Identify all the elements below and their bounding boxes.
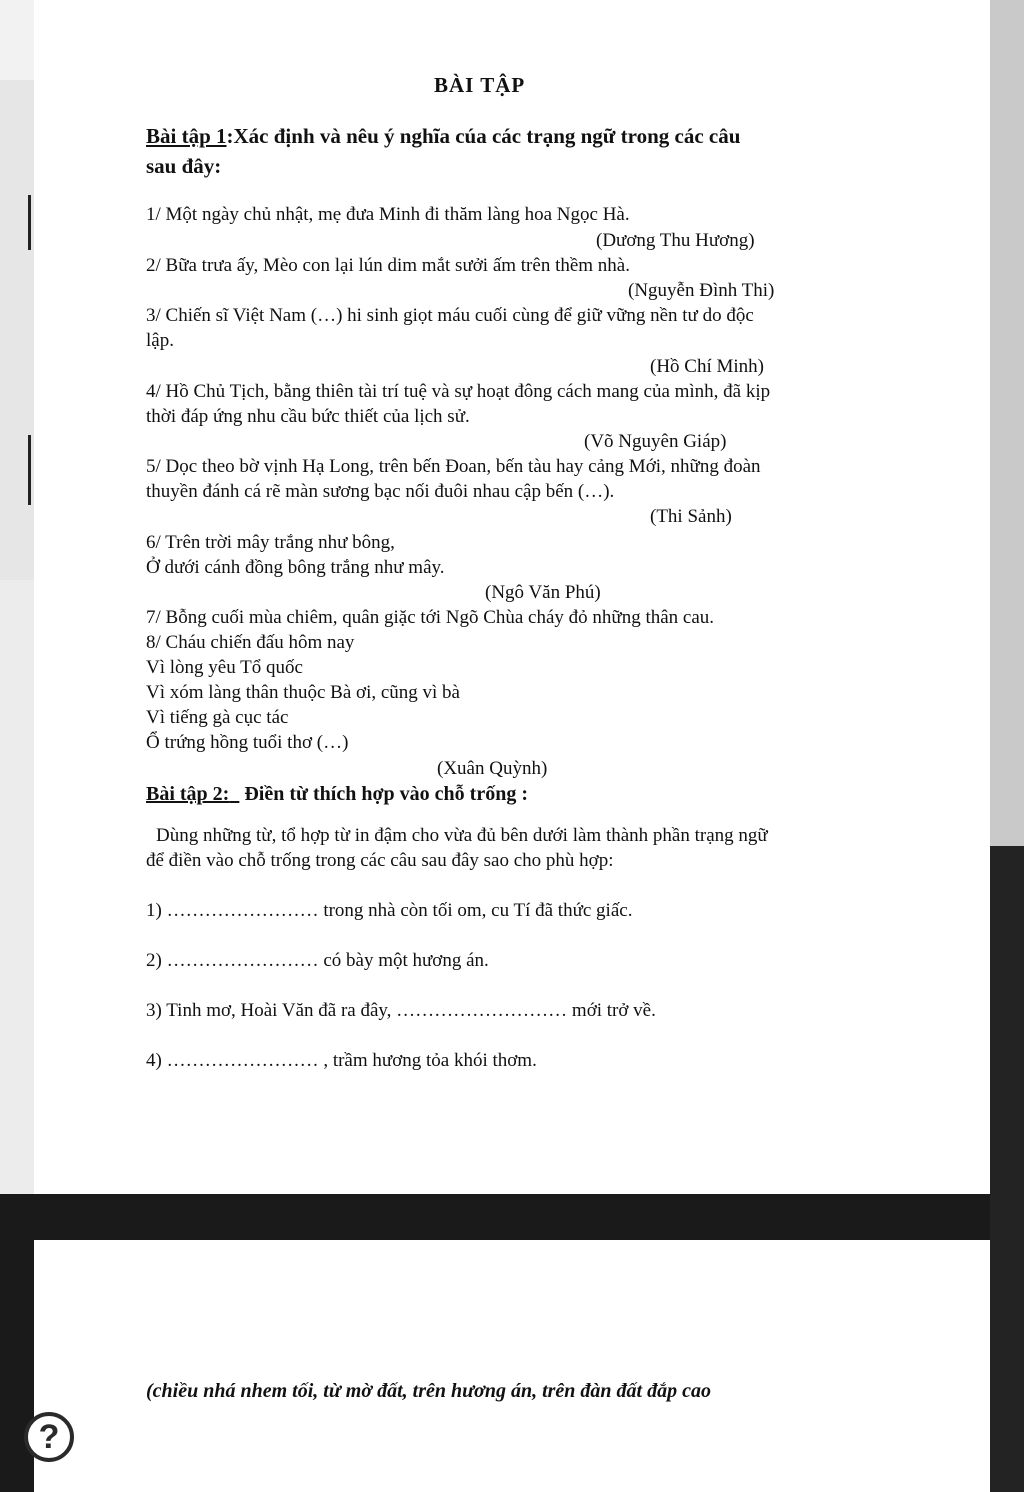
fill-blank-item: 4) …………………… , trầm hương tỏa khói thơm. [146,1050,537,1071]
sentence-line: Vì xóm làng thân thuộc Bà ơi, cũng vì bà [146,682,460,703]
sentence-line: lập. [146,330,174,351]
page-title: BÀI TẬP [434,73,526,97]
scrollbar-track[interactable] [990,0,1024,846]
exercise-2-heading-text: Điền từ thích hợp vào chỗ trống : [244,783,528,805]
exercise-2-intro: Dùng những từ, tổ hợp từ in đậm cho vừa đủ bên dưới làm thành phần trạng ngữ [156,825,768,846]
left-gutter-mark [28,435,31,505]
sentence-line: 3/ Chiến sĩ Việt Nam (…) hi sinh giọt máu cuối cùng để giữ vững nền tư do độc [146,305,754,326]
exercise-2-label: Bài tập 2: [146,783,230,805]
left-gutter-low [0,580,34,1194]
sentence-line: Ở dưới cánh đồng bông trắng như mây. [146,557,445,578]
sentence-line: Vì lòng yêu Tổ quốc [146,657,303,678]
exercise-1-label: Bài tập 1 [146,124,227,148]
scrollbar-lower [990,846,1024,1492]
author-line: (Xuân Quỳnh) [437,758,548,779]
author-line: (Ngô Văn Phú) [485,582,601,603]
sentence-line: Ổ trứng hồng tuổi thơ (…) [146,732,349,753]
fill-blank-item: 3) Tinh mơ, Hoài Văn đã ra đây, ……………………… mới trở về. [146,1000,656,1021]
sentence-line: 1/ Một ngày chủ nhật, mẹ đưa Minh đi thăm làng hoa Ngọc Hà. [146,204,630,225]
sentence-line: thời đáp ứng nhu cầu bức thiết của lịch sử. [146,406,470,427]
document-page-1 [34,0,990,1194]
word-bank: (chiều nhá nhem tối, từ mờ đất, trên hương án, trên đàn đất đắp cao [146,1380,711,1402]
help-button[interactable] [24,1412,74,1462]
sentence-line: 4/ Hồ Chủ Tịch, bằng thiên tài trí tuệ và sự hoạt đông cách mang của mình, đã kịp [146,381,771,402]
sentence-line: Vì tiếng gà cục tác [146,707,289,728]
author-line: (Võ Nguyên Giáp) [584,431,727,452]
help-icon: ? [38,1417,60,1456]
sentence-line: 6/ Trên trời mây trắng như bông, [146,532,395,553]
left-gutter-mid [0,80,34,580]
exercise-2-heading [146,782,528,807]
exercise-1-heading [146,124,740,149]
left-gutter-top [0,0,34,80]
sentence-line: 5/ Dọc theo bờ vịnh Hạ Long, trên bến Đoan, bến tàu hay cảng Mới, những đoàn [146,456,761,477]
author-line: (Nguyễn Đình Thi) [628,280,775,301]
sentence-line: thuyền đánh cá rẽ màn sương bạc nối đuôi nhau cập bến (…). [146,481,615,502]
document-page-2 [34,1240,990,1492]
exercise-2-intro: để điền vào chỗ trống trong các câu sau đây sao cho phù hợp: [146,850,614,871]
exercise-1-heading-text: :Xác định và nêu ý nghĩa cúa các trạng ngữ trong các câu [226,124,741,148]
sentence-line: 7/ Bỗng cuối mùa chiêm, quân giặc tới Ngõ Chùa cháy đỏ những thân cau. [146,607,715,628]
author-line: (Hồ Chí Minh) [650,356,764,377]
fill-blank-item: 2) …………………… có bày một hương án. [146,950,489,971]
sentence-line: 2/ Bữa trưa ấy, Mèo con lại lún dim mắt sưởi ấm trên thềm nhà. [146,255,630,276]
sentence-line: 8/ Cháu chiến đấu hôm nay [146,632,355,653]
exercise-1-heading-line2: sau đây: [146,154,222,178]
author-line: (Dương Thu Hương) [596,230,755,251]
left-gutter-mark [28,195,31,250]
fill-blank-item: 1) …………………… trong nhà còn tối om, cu Tí đã thức giấc. [146,900,633,921]
author-line: (Thi Sảnh) [650,506,732,527]
